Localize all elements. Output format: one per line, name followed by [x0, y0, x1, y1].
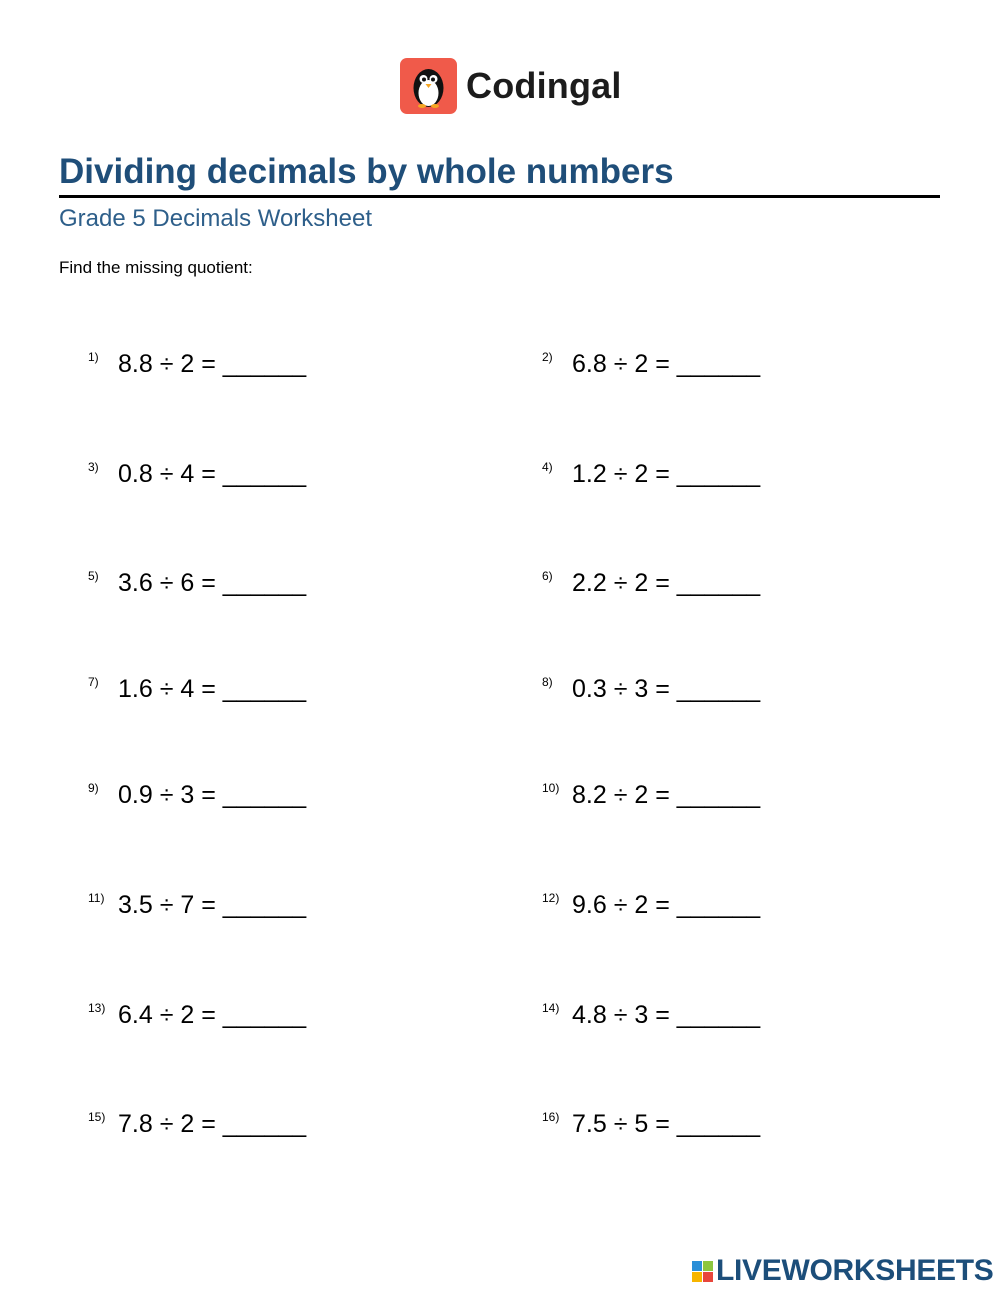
problem-item: [542, 1112, 760, 1137]
instruction-text: Find the missing quotient:: [59, 258, 253, 277]
liveworksheets-branding: [692, 1254, 994, 1288]
problem-item: [542, 352, 760, 377]
problem-expression: 6.8 ÷ 2 = ______: [572, 350, 761, 378]
problem-expression: 9.6 ÷ 2 = ______: [572, 891, 761, 919]
liveworksheets-logo-icon: [692, 1261, 713, 1282]
problem-item: [88, 571, 306, 596]
problem-expression: 3.5 ÷ 7 = ______: [118, 891, 307, 919]
problem-expression: 0.9 ÷ 3 = ______: [118, 781, 307, 809]
problem-expression: 7.5 ÷ 5 = ______: [572, 1110, 761, 1138]
problem-number: 10): [542, 781, 560, 795]
problem-number: 7): [88, 675, 99, 689]
problem-expression: 2.2 ÷ 2 = ______: [572, 569, 761, 597]
problem-number: 16): [542, 1110, 560, 1124]
problem-number: 14): [542, 1001, 560, 1015]
problem-item: [542, 893, 760, 918]
problem-number: 15): [88, 1110, 106, 1124]
problem-number: 12): [542, 891, 560, 905]
problem-number: 5): [88, 569, 99, 583]
problem-number: 9): [88, 781, 99, 795]
problem-expression: 6.4 ÷ 2 = ______: [118, 1001, 307, 1029]
problem-number: 3): [88, 460, 99, 474]
problem-expression: 7.8 ÷ 2 = ______: [118, 1110, 307, 1138]
problem-expression: 1.2 ÷ 2 = ______: [572, 460, 761, 488]
problem-number: 11): [88, 891, 105, 905]
problem-item: [88, 352, 306, 377]
problem-expression: 0.8 ÷ 4 = ______: [118, 460, 307, 488]
problem-item: [88, 1112, 306, 1137]
problem-number: 4): [542, 460, 553, 474]
problem-item: [542, 677, 760, 702]
problem-item: [542, 571, 760, 596]
problem-number: 13): [88, 1001, 106, 1015]
problem-expression: 8.2 ÷ 2 = ______: [572, 781, 761, 809]
problem-expression: 0.3 ÷ 3 = ______: [572, 675, 761, 703]
problem-number: 8): [542, 675, 553, 689]
problem-item: [88, 783, 306, 808]
page-title: Dividing decimals by whole numbers: [59, 152, 674, 191]
problem-item: [542, 783, 760, 808]
liveworksheets-text: LIVEWORKSHEETS: [716, 1254, 994, 1287]
problem-item: [88, 462, 306, 487]
problem-number: 1): [88, 350, 99, 364]
problem-expression: 1.6 ÷ 4 = ______: [118, 675, 307, 703]
problem-item: [88, 677, 306, 702]
brand-name: Codingal: [466, 65, 622, 106]
problem-expression: 3.6 ÷ 6 = ______: [118, 569, 307, 597]
page-subtitle: Grade 5 Decimals Worksheet: [59, 205, 373, 232]
problem-number: 2): [542, 350, 553, 364]
problem-item: [88, 1003, 306, 1028]
problem-expression: 8.8 ÷ 2 = ______: [118, 350, 307, 378]
problem-number: 6): [542, 569, 553, 583]
problem-expression: 4.8 ÷ 3 = ______: [572, 1001, 761, 1029]
problem-item: [542, 1003, 760, 1028]
problem-item: [88, 893, 306, 918]
problem-item: [542, 462, 760, 487]
